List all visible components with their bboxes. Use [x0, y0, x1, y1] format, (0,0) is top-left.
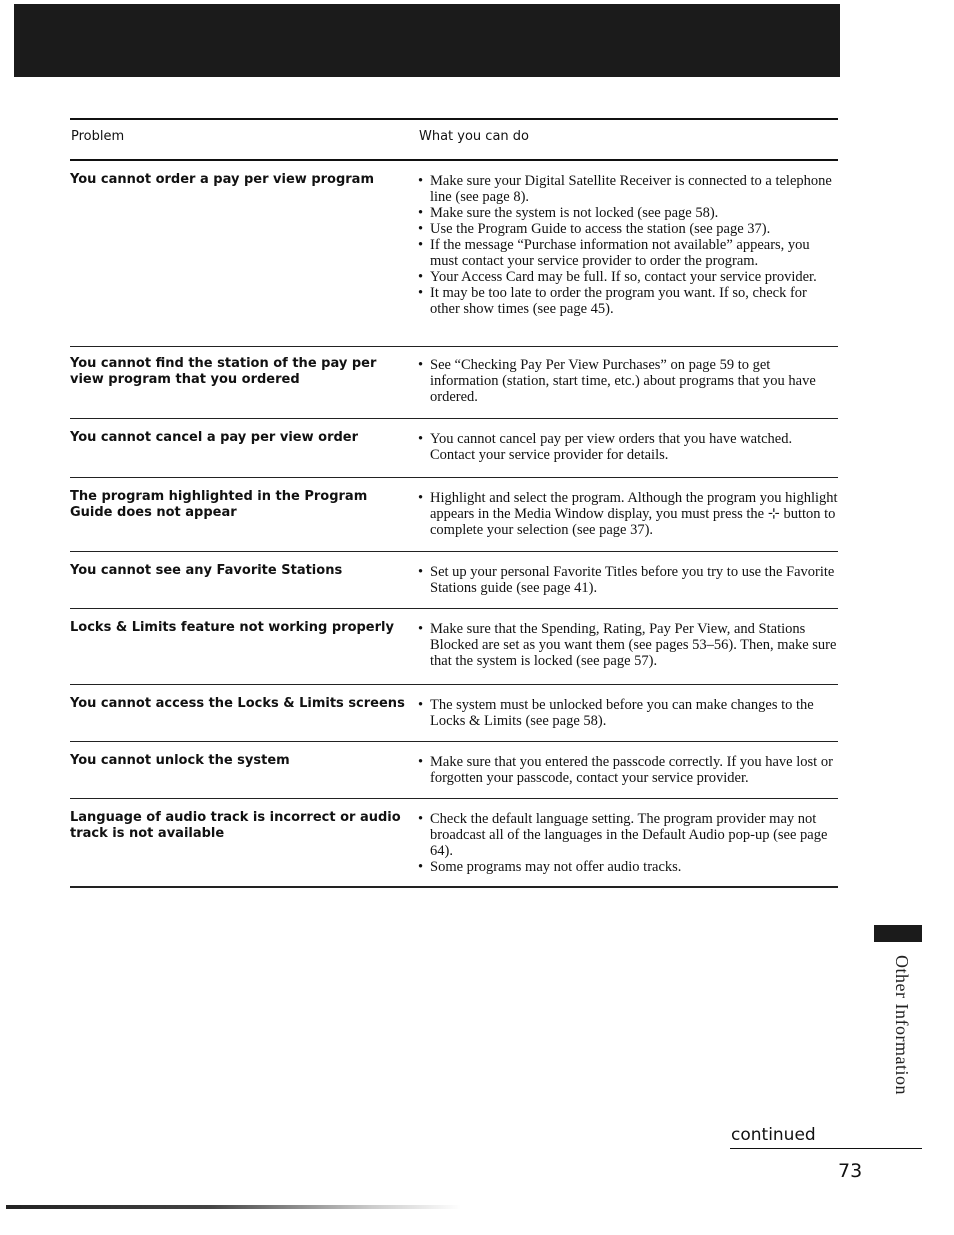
solution-list [418, 357, 838, 405]
solution-item: • Make sure that the Spending, Rating, Pay Per View, and Stations Blocked are set as you want them (see pages 53–56). Then, make sure that the system is locked (see page 57). [418, 621, 838, 669]
problem-text: You cannot unlock the system [70, 753, 290, 768]
solution-column-header: What you can do [419, 129, 529, 144]
solution-list [418, 754, 838, 786]
solution-list [418, 431, 838, 463]
row-divider [70, 418, 838, 419]
continued-rule [730, 1148, 922, 1149]
solution-item: • If the message “Purchase information not available” appears, you must contact your service provider to order the program. [418, 237, 838, 269]
solution-item: • Check the default language setting. The program provider may not broadcast all of the languages in the Default Audio pop-up (see page 64). [418, 811, 838, 859]
row-divider [70, 551, 838, 552]
problem-text: You cannot see any Favorite Stations [70, 563, 343, 578]
problem-text: The program highlighted in the Program Guide does not appear [70, 489, 368, 520]
solution-item: • Some programs may not offer audio tracks. [418, 859, 838, 875]
table-bottom-rule [70, 886, 838, 888]
solution-list [418, 564, 838, 596]
solution-list [418, 811, 838, 875]
row-divider [70, 477, 838, 478]
header-banner [14, 4, 840, 77]
solution-item: • See “Checking Pay Per View Purchases” on page 59 to get information (station, start time, etc.) about programs that you have ordered. [418, 357, 838, 405]
solution-item: • The system must be unlocked before you can make changes to the Locks & Limits (see page 58). [418, 697, 838, 729]
table-top-rule [70, 118, 838, 120]
solution-item: • It may be too late to order the program you want. If so, check for other show times (see page 45). [418, 285, 838, 317]
problem-text: Language of audio track is incorrect or audio track is not available [70, 810, 401, 841]
solution-item: • Make sure your Digital Satellite Receiver is connected to a telephone line (see page 8). [418, 173, 838, 205]
row-divider [70, 346, 838, 347]
problem-text: You cannot find the station of the pay per view program that you ordered [70, 356, 377, 387]
solution-item: • Set up your personal Favorite Titles before you try to use the Favorite Stations guide (see page 41). [418, 564, 838, 596]
problem-text: You cannot cancel a pay per view order [70, 430, 359, 445]
solution-item: • Highlight and select the program. Although the program you highlight appears in the Media Window display, you must press the ⊹ button to complete your selection (see page 37). [418, 490, 838, 538]
solution-item: • Make sure the system is not locked (see page 58). [418, 205, 838, 221]
continued-label: continued [731, 1125, 816, 1145]
problem-text: You cannot order a pay per view program [70, 172, 374, 187]
row-divider [70, 798, 838, 799]
section-tab-marker [874, 925, 922, 942]
table-header-rule [70, 159, 838, 161]
page-number: 73 [838, 1160, 863, 1182]
solution-item: • You cannot cancel pay per view orders that you have watched. Contact your service provider for details. [418, 431, 838, 463]
solution-list [418, 173, 838, 317]
solution-item: • Make sure that you entered the passcode correctly. If you have lost or forgotten your passcode, contact your service provider. [418, 754, 838, 786]
problem-text: Locks & Limits feature not working properly [70, 620, 394, 635]
solution-list [418, 490, 838, 538]
solution-item: • Use the Program Guide to access the station (see page 37). [418, 221, 838, 237]
problem-column-header: Problem [71, 129, 125, 144]
row-divider [70, 741, 838, 742]
solution-item: • Your Access Card may be full. If so, contact your service provider. [418, 269, 838, 285]
scan-edge [6, 1205, 461, 1209]
solution-list [418, 621, 838, 669]
section-tab-label: Other Information [892, 955, 912, 1095]
solution-list [418, 697, 838, 729]
row-divider [70, 608, 838, 609]
row-divider [70, 684, 838, 685]
problem-text: You cannot access the Locks & Limits screens [70, 696, 405, 711]
